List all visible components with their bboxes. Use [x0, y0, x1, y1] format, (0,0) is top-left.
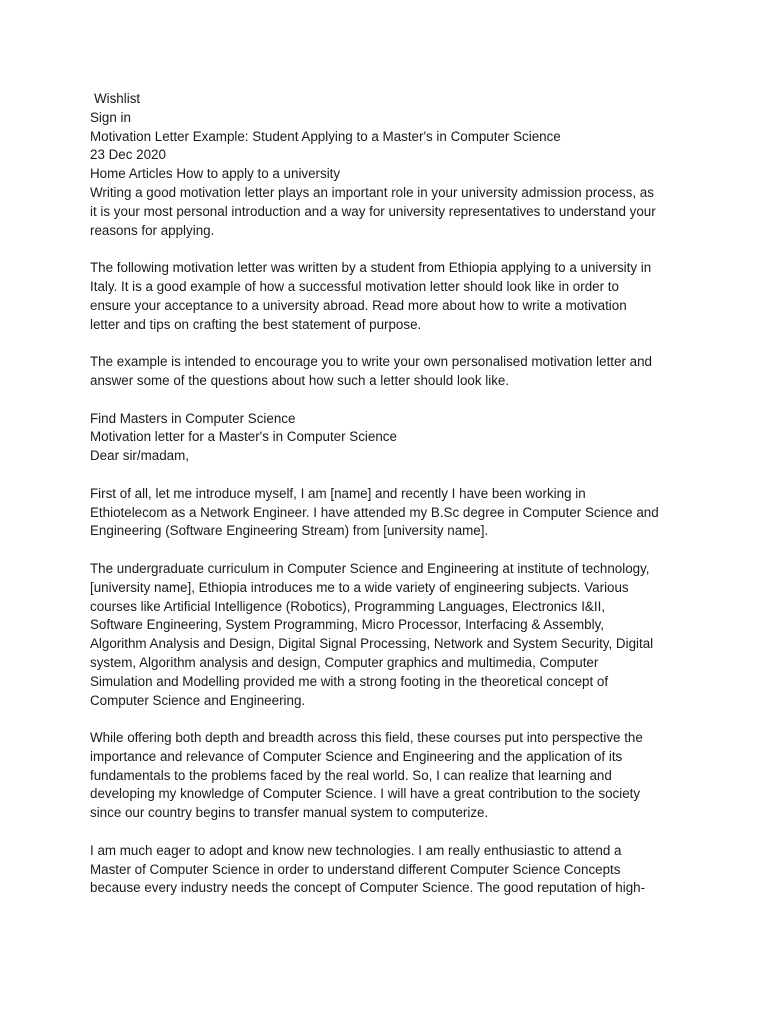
paragraph-spacer — [90, 466, 690, 485]
article-date: 23 Dec 2020 — [90, 147, 166, 163]
breadcrumb-home[interactable]: Home — [90, 166, 126, 182]
paragraph-spacer — [90, 823, 690, 842]
article-title: Motivation Letter Example: Student Applying to a Master's in Computer Science — [90, 128, 561, 144]
intro-paragraph-2: The following motivation letter was written by a student from Ethiopia applying to a university in Italy. It is a good example of how a successful motivation letter should look like in order to ensure your acceptance to a university abroad. Read more about how to write a motivation letter and tips on crafting the best statement of purpose. — [90, 260, 652, 332]
find-masters-link[interactable]: Find Masters in Computer Science — [90, 410, 296, 426]
paragraph-spacer — [90, 541, 690, 560]
wishlist-link[interactable]: Wishlist — [94, 91, 141, 106]
paragraph-spacer — [90, 240, 690, 259]
breadcrumb-articles[interactable]: Articles — [128, 166, 173, 182]
paragraph-spacer — [90, 334, 690, 353]
letter-heading: Motivation letter for a Master's in Computer Science — [90, 429, 397, 445]
breadcrumb-category[interactable]: How to apply to a university — [176, 166, 341, 182]
letter-paragraph-2: The undergraduate curriculum in Computer Science and Engineering at institute of technology, [university name], Ethiopia introduces me to a wide variety of engineering subjects. Various courses like Artificial Intelligence (Robotics), Programming Languages, Electronics I&II, Software Engineering, System Programming, Micro Processor, Interfacing & Assembly, Algorithm Analysis and Design, Digital Signal Processing, Network and System Security, Digital system, Algorithm analysis and design, Computer graphics and multimedia, Computer Simulation and Modelling provided me with a strong footing in the theoretical concept of Computer Science and Engineering. — [90, 560, 654, 708]
intro-paragraph-1: Writing a good motivation letter plays an important role in your university admission process, as it is your most personal introduction and a way for university representatives to understand your reasons for applying. — [90, 184, 656, 238]
intro-paragraph-3: The example is intended to encourage you to write your own personalised motivation letter and answer some of the questions about how such a letter should look like. — [90, 354, 652, 388]
paragraph-spacer — [90, 710, 690, 729]
breadcrumb — [90, 165, 690, 184]
letter-paragraph-3: While offering both depth and breadth across this field, these courses put into perspective the importance and relevance of Computer Science and Engineering and the application of its fundamentals to the problems faced by the real world. So, I can realize that learning and developing my knowledge of Computer Science. I will have a great contribution to the society since our country begins to transfer manual system to computerize. — [90, 730, 643, 821]
paragraph-spacer — [90, 391, 690, 410]
document-page — [90, 90, 690, 898]
sign-in-link[interactable]: Sign in — [90, 109, 131, 125]
letter-salutation: Dear sir/madam, — [90, 448, 189, 464]
letter-paragraph-4: I am much eager to adopt and know new technologies. I am really enthusiastic to attend a Master of Computer Science in order to understand different Computer Science Concepts because every industry needs the concept of Computer Science. The good reputation of high- — [90, 842, 646, 896]
letter-paragraph-1: First of all, let me introduce myself, I am [name] and recently I have been working in Ethiotelecom as a Network Engineer. I have attended my B.Sc degree in Computer Science and Engineering (Software Engineering Stream) from [university name]. — [90, 485, 659, 539]
